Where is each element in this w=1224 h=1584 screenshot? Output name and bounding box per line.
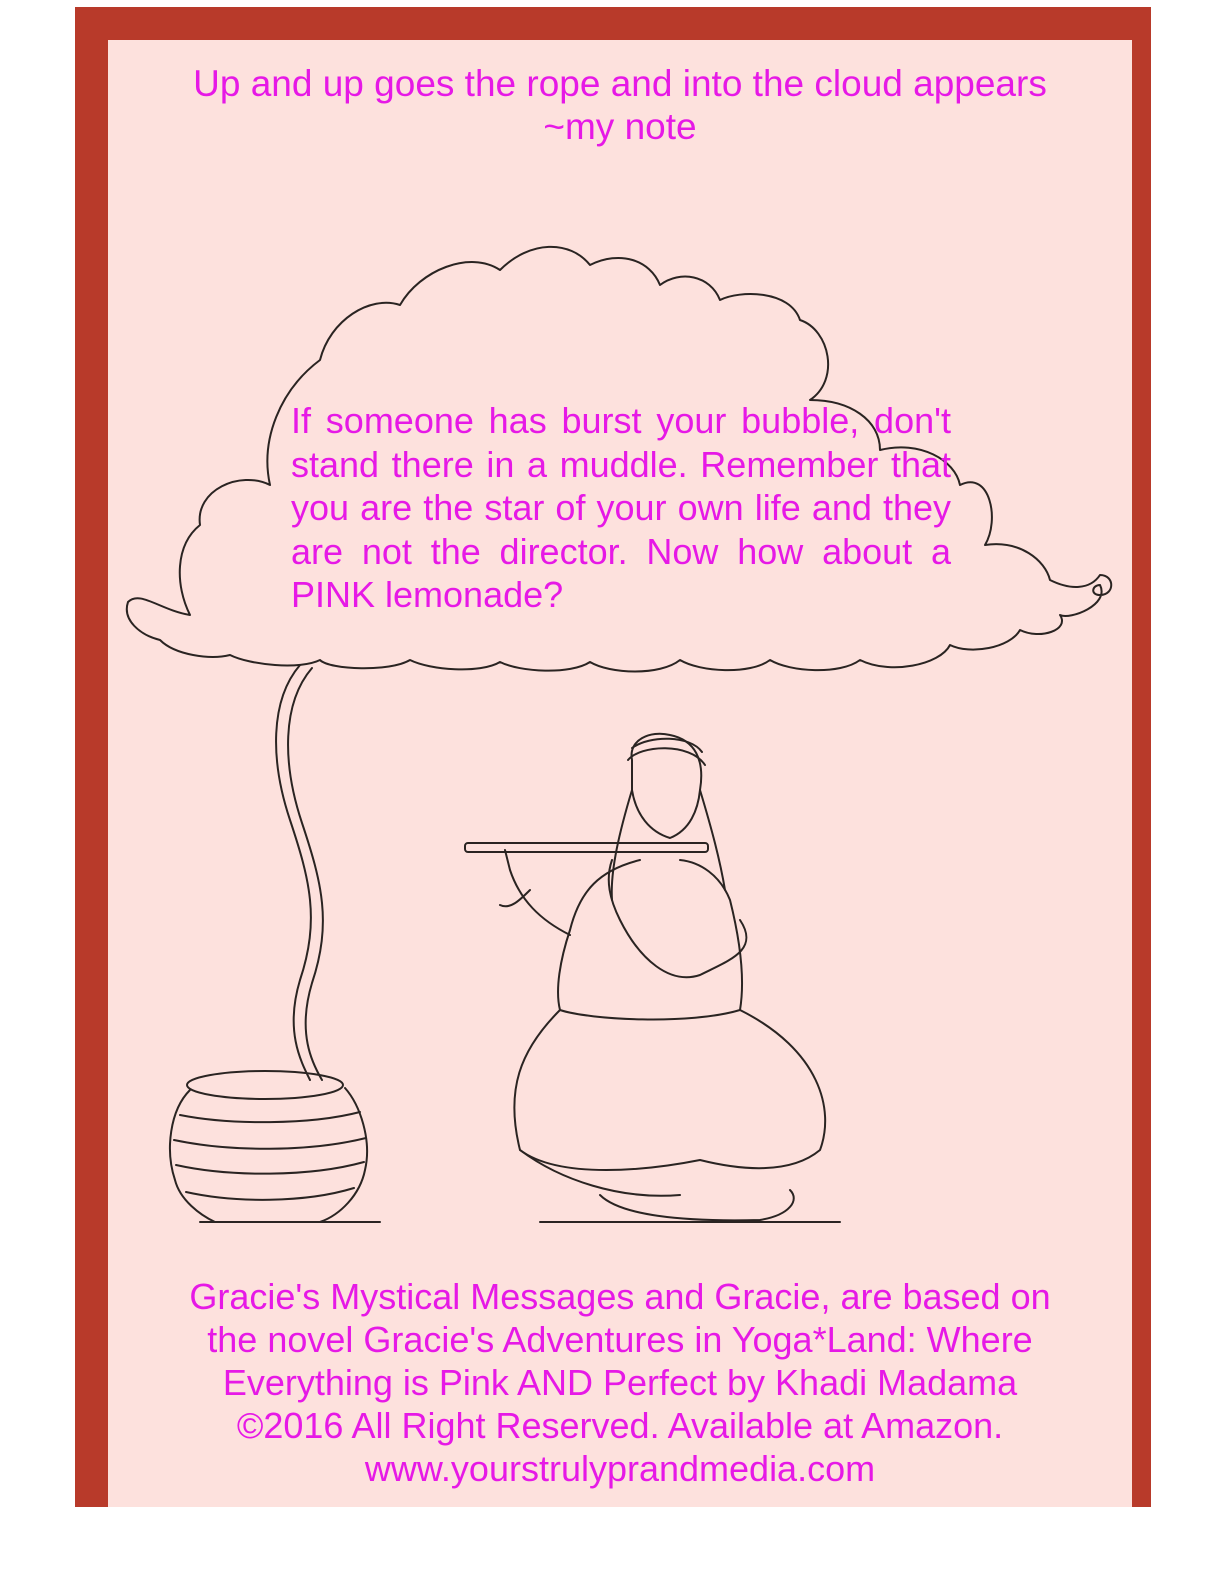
bubble-message: If someone has burst your bubble, don't stand there in a muddle. Remember that you are the star of your own life and they are not the director. Now how about a PINK lemonade? <box>291 400 951 615</box>
footer-credits <box>120 1275 1120 1490</box>
flute-player-illustration <box>465 734 840 1222</box>
heading-line-2: ~my note <box>543 106 697 147</box>
footer-line-1: Gracie's Mystical Messages and Gracie, are based on <box>189 1276 1051 1317</box>
footer-line-4: ©2016 All Right Reserved. Available at Amazon. <box>236 1405 1004 1446</box>
basket-illustration <box>170 1071 380 1222</box>
footer-line-2: the novel Gracie's Adventures in Yoga*Land: Where <box>207 1319 1033 1360</box>
website-link[interactable]: www.yourstrulyprandmedia.com <box>364 1448 876 1489</box>
heading-line-1: Up and up goes the rope and into the cloud appears <box>193 63 1047 104</box>
footer-line-3: Everything is Pink AND Perfect by Khadi Madama <box>222 1362 1018 1403</box>
